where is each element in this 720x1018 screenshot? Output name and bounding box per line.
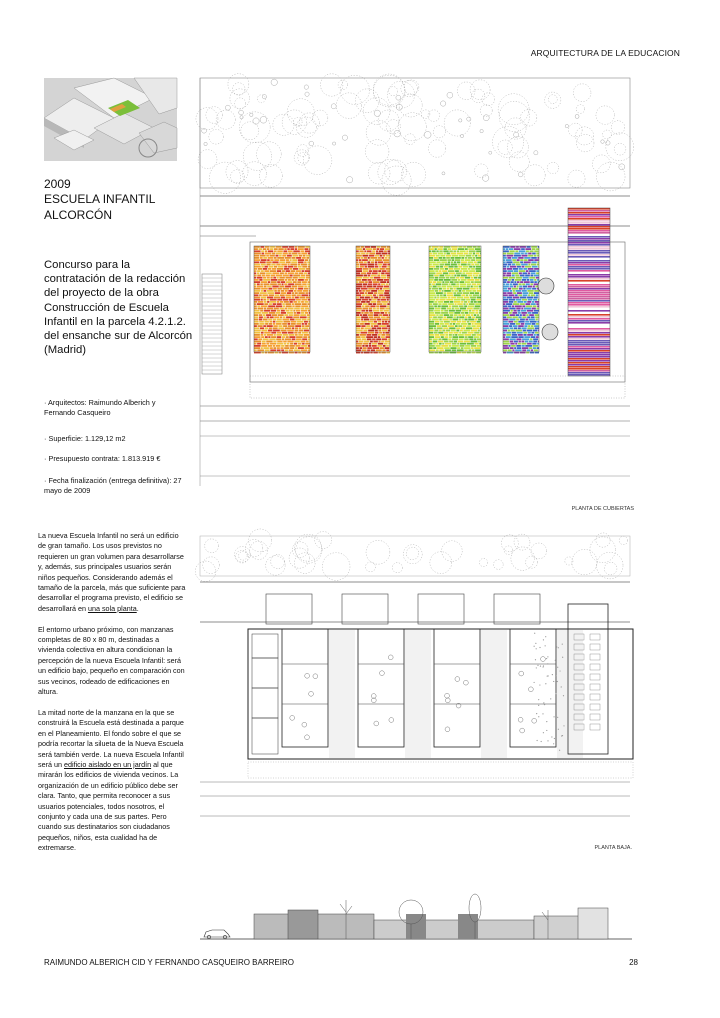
tree-symbol [475,164,489,178]
tree-symbol [216,110,235,129]
tree-symbol [206,107,223,124]
tree-symbol [596,162,625,191]
tree-symbol [619,536,627,544]
tree-symbol [606,133,634,161]
tree-symbol [526,556,538,568]
tree-symbol [340,75,369,104]
tree-symbol [392,563,402,573]
tree-symbol [576,105,585,114]
tree-symbol [209,162,240,193]
tree-symbol [303,146,332,175]
tree-symbol [421,110,430,119]
surface-text: · Superficie: 1.129,12 m2 [44,434,126,443]
tree-symbol [245,539,262,556]
tree-symbol [590,537,616,563]
tree-symbol [385,160,407,182]
tree-symbol [545,92,561,108]
tree-symbol [271,555,285,569]
roof-block-2 [356,246,390,353]
tree-symbol [611,121,625,135]
tree-symbol [336,93,362,119]
tree-symbol [444,110,470,136]
tree-symbol [230,89,250,109]
project-name-line2: ALCORCÓN [44,208,113,222]
tree-symbol [442,541,463,562]
tree-symbol [492,126,523,157]
tree-symbol [596,106,615,125]
tree-symbol [294,150,309,165]
tree-symbol [378,110,399,131]
tree-symbol [498,140,512,154]
paragraph-2: El entorno urbano próximo, con manzanas completas de 80 x 80 m, destinadas a vivienda colectiva en altura condicionan la percepción de la nueva Escuela Infantil: será un edificio bajo, pequeño en comparación con sus vecinos, rodeado de edificaciones en altura. [38,624,185,697]
tree-symbol [389,87,398,96]
tree-symbol [273,114,294,135]
tree-symbol [196,108,218,130]
car-icon [204,930,230,939]
tree-symbol [428,140,445,157]
tree-symbol [433,126,445,138]
body-text [38,531,186,864]
aerial-thumbnail-image [44,78,177,161]
tree-symbol [243,142,271,170]
tree-symbol [289,548,309,568]
roof-block-tall [568,208,610,376]
tree-symbol [295,534,322,561]
completion-date-text: · Fecha finalización (entrega definitiva): 27 mayo de 2009 [44,476,182,495]
page-number: 28 [629,958,638,967]
tree-symbol [406,547,418,559]
paragraph-3: La mitad norte de la manzana en la que se construirá la Escuela está destinada a parque en el Planeamiento. El fondo sobre el que se podría recortar la silueta de la Nueva Escuela será también verde. La nueva Escuela Infantil será un edificio aislado en un jardín al que mirarán los edificios de vivienda vecinos. La organización de un edificio público debe ser clara. Tanto, que permita reconocer a sus usuarios potenciales, todos nosotros, el conjunto y cada una de sus partes. Pero cuando sus destinatarios son ciudadanos pequeños, niños, esta cualidad ha de extremarse. [38,707,184,853]
tree-symbol [249,529,272,552]
tree-symbol [604,562,617,575]
tree-symbol [366,540,390,564]
ground-floor-caption: PLANTA BAJA. [594,845,632,851]
garden-border [248,762,633,778]
classroom-module-1 [282,629,354,758]
tree-symbol [287,99,314,126]
project-name-line1: ESCUELA INFANTIL [44,192,156,206]
tree-symbol [504,546,513,555]
tree-symbol [403,545,422,564]
tree-symbol [399,94,422,117]
tree-symbol [501,535,518,552]
tree-icon [538,278,554,294]
tree-symbol [226,161,248,183]
skylight-box [418,594,464,624]
tree-symbol [203,557,220,574]
tree-symbol [494,560,504,570]
tree-symbol [355,89,379,113]
tree-symbol [259,164,282,187]
tree-symbol [239,552,248,561]
tree-symbol [592,155,610,173]
skylight-box [342,594,388,624]
section-header: ARQUITECTURA DE LA EDUCACION [530,48,680,58]
project-description: Concurso para la contratación de la redacción del proyecto de la obra Construcción de Escuela Infantil en la parcela 4.2.1.2. del ensanche sur de Alcorcón (Madrid) [44,259,193,357]
roof-block-1 [254,246,310,353]
ground-floor-plan-drawing [196,534,636,854]
tree-symbol [373,75,405,107]
tree-symbol [205,539,219,553]
tree-symbol [266,556,285,575]
tree-symbol [470,80,490,100]
skylight-box [494,594,540,624]
tree-symbol [514,534,530,550]
tree-symbol [547,162,558,173]
tree-symbol [398,113,426,141]
tree-symbol [575,127,593,145]
tree-symbol [603,130,612,139]
tree-symbol [614,143,626,155]
tree-symbol [531,543,547,559]
tree-symbol [256,142,281,167]
tree-symbol [572,549,597,574]
tree-symbol [430,552,452,574]
tree-symbol [401,162,425,186]
architects-text: · Arquitectos: Raimundo Alberich y Fernando Casqueiro [44,398,156,417]
footer-authors: RAIMUNDO ALBERICH CID Y FERNANDO CASQUEIRO BARREIRO [44,958,294,967]
tree-symbol [320,74,342,96]
tree-symbol [499,101,529,131]
classroom-module-2 [358,629,430,758]
tree-symbol [568,170,585,187]
elevation-drawing [196,890,636,942]
tree-symbol [386,120,400,134]
roof-plan-caption: PLANTA DE CUBIERTAS [571,506,634,512]
classroom-module-3 [434,629,506,758]
tree-symbol [498,94,529,125]
project-year: 2009 [44,177,71,191]
skylight-box [266,594,312,624]
classroom-module-4 [510,629,582,758]
service-rooms [252,634,278,754]
tree-symbol [569,123,583,137]
tree-symbol [401,80,418,97]
tree-symbol [228,74,249,95]
tree-symbol [312,110,328,126]
tree-symbol [368,162,390,184]
tree-symbol [296,537,322,563]
tree-symbol [195,561,215,581]
tree-symbol [373,74,404,105]
tree-symbol [250,541,268,559]
tree-symbol [505,118,526,139]
tree-symbol [209,129,224,144]
tree-symbol [507,137,528,158]
tree-symbol [548,95,557,104]
tree-symbol [511,547,534,570]
tree-symbol [479,558,487,566]
roof-block-4 [503,246,539,353]
tree-symbol [565,557,573,565]
paragraph-1: La nueva Escuela Infantil no será un edificio de gran tamaño. Los usos previstos no requieren un gran volumen para desarrollarse y, además, sus principales usuarios serán niños pequeños. Considerando además el tamaño de la parcela, más que suficiente para desarrollar el programa previsto, el edificio se desarrollará en una sola planta. [38,531,186,613]
budget-text: · Presupuesto contrata: 1.813.919 € [44,454,161,463]
tree-symbol [596,533,610,547]
tree-symbol [241,122,259,140]
tree-symbol [573,84,591,102]
tree-symbol [235,98,246,109]
roof-plan-drawing [196,76,636,512]
tree-symbol [596,552,623,579]
tree-icon [542,324,558,340]
tree-symbol [198,150,217,169]
tree-symbol [387,81,414,108]
tree-symbol [428,110,440,122]
tree-symbol [294,553,315,574]
tree-symbol [457,82,475,100]
roof-block-3 [429,246,481,353]
